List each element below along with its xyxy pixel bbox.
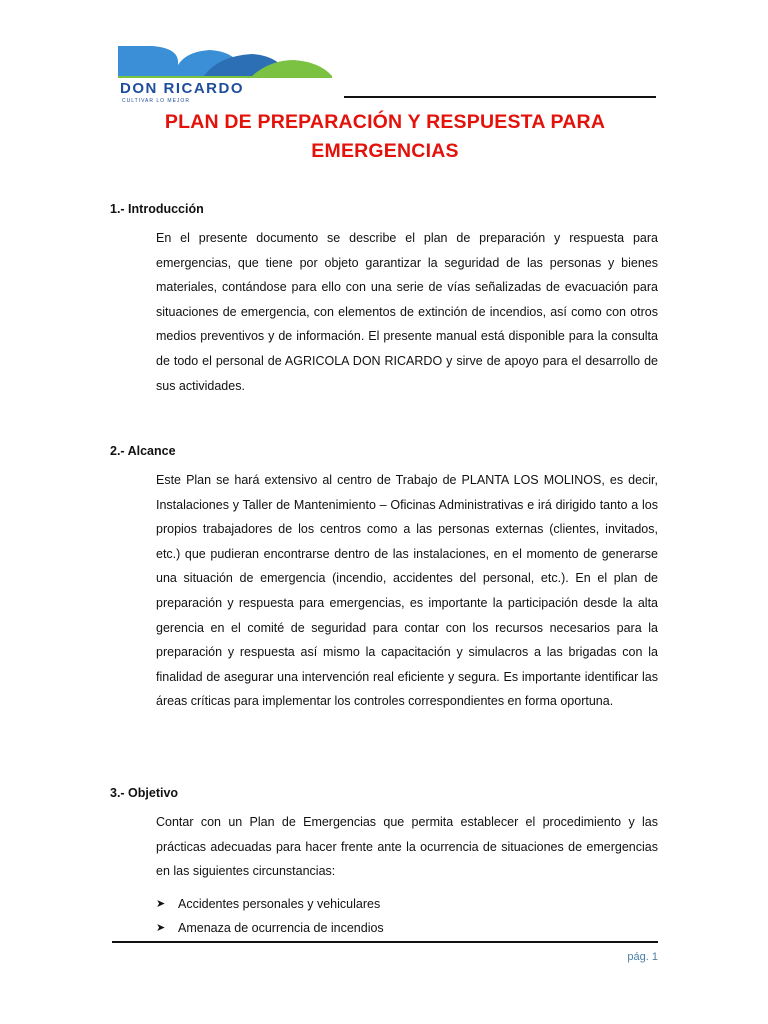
section-heading-alcance: 2.- Alcance — [110, 444, 176, 458]
logo-tagline: CULTIVAR LO MEJOR — [122, 98, 190, 104]
header-rule — [344, 96, 656, 98]
section-paragraph-introduccion: En el presente documento se describe el plan de preparación y respuesta para emergencias, que tiene por objeto garantizar la seguridad de las personas y bienes materiales, contándose para ello con una serie de vías señalizadas de evacuación para situaciones de emergencia, con elementos de extinción de incendios, así como con otros medios preventivos y de información. El presente manual está disponible para la consulta de todo el personal de AGRICOLA DON RICARDO y sirve de apoyo para el desarrollo de sus actividades. — [156, 231, 658, 393]
logo-wordmark: DON RICARDO — [120, 80, 244, 97]
footer-rule — [112, 941, 658, 943]
list-item — [156, 892, 658, 916]
list-item — [156, 916, 658, 940]
objective-bullet-list — [156, 892, 658, 940]
bullet-text: Amenaza de ocurrencia de incendios — [178, 921, 384, 935]
company-logo — [112, 40, 338, 104]
section-paragraph-alcance: Este Plan se hará extensivo al centro de Trabajo de PLANTA LOS MOLINOS, es decir, Instalaciones y Taller de Mantenimiento – Oficinas Administrativas e irá dirigido tanto a los propios trabajadores de los centros como a las personas externas (clientes, invitados, etc.) que pudieran encontrarse dentro de las instalaciones, en el momento de generarse una situación de emergencia (incendio, accidentes del personal, etc.). En el plan de preparación y respuesta para emergencias, es importante la participación desde la alta gerencia en el comité de seguridad para contar con los recursos necesarios para la preparación y respuesta así mismo la capacitación y simulacros a las brigadas con la finalidad de asegurar una intervención real eficiente y segura. Es importante identificar las áreas críticas para implementar los controles correspondientes en forma oportuna. — [156, 473, 658, 709]
arrow-bullet-icon: ➤ — [156, 922, 166, 934]
section-paragraph-objetivo: Contar con un Plan de Emergencias que permita establecer el procedimiento y las prácticas adecuadas para hacer frente ante la ocurrencia de situaciones de emergencias en las siguientes circunstancias: — [156, 815, 658, 879]
page-number: pág. 1 — [627, 951, 658, 963]
title-line-2: EMERGENCIAS — [311, 140, 459, 162]
section-heading-introduccion: 1.- Introducción — [110, 202, 204, 216]
bullet-text: Accidentes personales y vehiculares — [178, 897, 381, 911]
section-heading-objetivo: 3.- Objetivo — [110, 786, 179, 800]
don-ricardo-logo-graphic — [112, 40, 338, 104]
arrow-bullet-icon: ➤ — [156, 898, 166, 910]
title-line-1: PLAN DE PREPARACIÓN Y RESPUESTA PARA — [164, 111, 606, 133]
document-title — [110, 108, 660, 166]
